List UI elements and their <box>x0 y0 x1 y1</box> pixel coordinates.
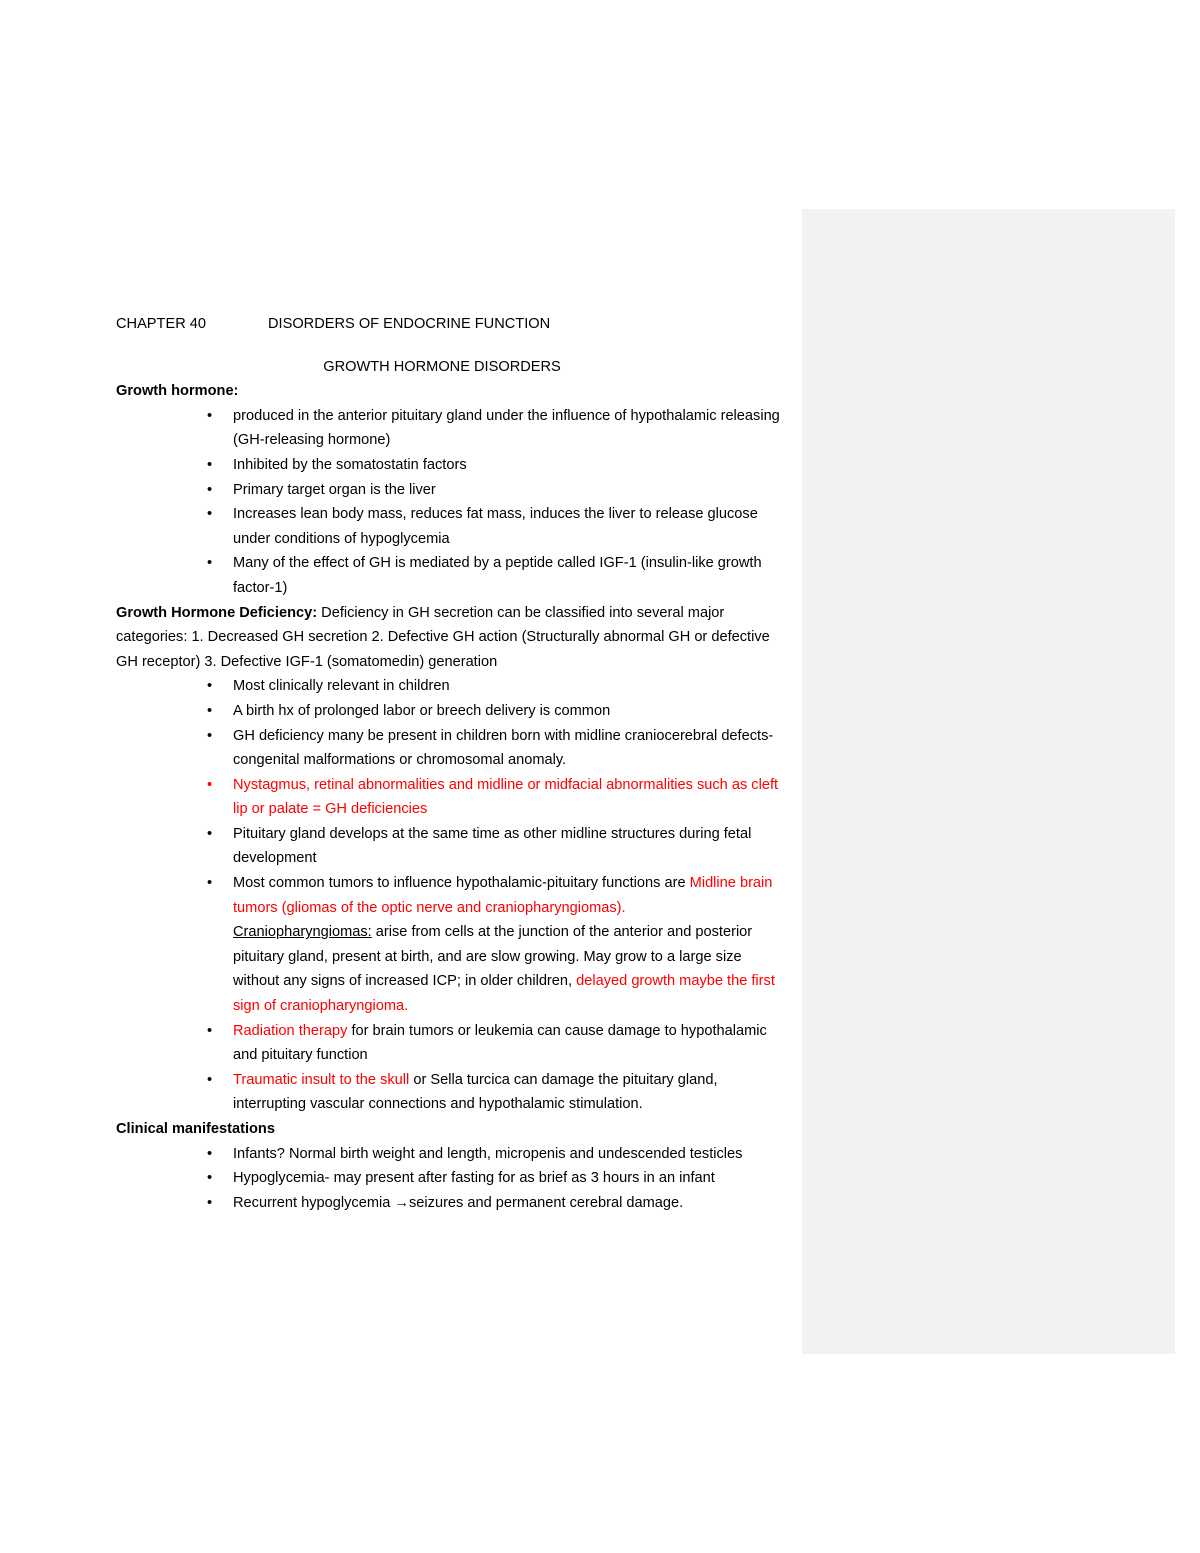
list-item: • Pituitary gland develops at the same time as other midline structures during fetal development <box>233 822 786 871</box>
document-body <box>116 312 786 1215</box>
emphasis-text: Traumatic insult to the skull <box>233 1071 410 1088</box>
chapter-number: CHAPTER 40 <box>116 316 207 332</box>
term-craniopharyngiomas: Craniopharyngiomas: <box>233 924 372 941</box>
text-run: Most common tumors to influence hypothalamic-pituitary functions are <box>233 875 690 892</box>
list-item: • Inhibited by the somatostatin factors <box>233 453 786 478</box>
emphasis-text: delayed growth maybe the first sign of craniopharyngioma. <box>233 973 775 1015</box>
chapter-title: DISORDERS OF ENDOCRINE FUNCTION <box>268 316 551 332</box>
list-item: • Many of the effect of GH is mediated by a peptide called IGF-1 (insulin-like growth factor-1) <box>233 551 786 600</box>
comment-pane <box>802 209 1175 1354</box>
list-item: • Infants? Normal birth weight and length, micropenis and undescended testicles <box>233 1142 786 1167</box>
text-run: for brain tumors or leukemia can cause damage to hypothalamic and pituitary function <box>233 1022 767 1064</box>
text-run: or Sella turcica can damage the pituitary gland, interrupting vascular connections and hypothalamic stimulation. <box>233 1071 718 1113</box>
list-item: • Recurrent hypoglycemia →seizures and permanent cerebral damage. <box>233 1191 786 1216</box>
growth-hormone-list <box>116 404 786 601</box>
section-title: GROWTH HORMONE DISORDERS <box>323 358 561 375</box>
list-item: • Increases lean body mass, reduces fat mass, induces the liver to release glucose under conditions of hypoglycemia <box>233 502 786 551</box>
list-item: • GH deficiency many be present in children born with midline craniocerebral defects-congenital malformations or chromosomal anomaly. <box>233 724 786 773</box>
text-run: arise from cells at the junction of the anterior and posterior pituitary gland, present at birth, and are slow growing. May grow to a large size without any signs of increased ICP; in older children, <box>233 924 753 990</box>
emphasis-text: Midline brain tumors (gliomas of the optic nerve and craniopharyngiomas). <box>233 875 773 916</box>
clinical-list <box>116 1142 786 1216</box>
deficiency-heading: Growth Hormone Deficiency: <box>116 604 318 621</box>
deficiency-paragraph <box>116 601 786 675</box>
list-item: • Hypoglycemia- may present after fasting for as brief as 3 hours in an infant <box>233 1166 786 1191</box>
list-item: • Most clinically relevant in children <box>233 674 786 699</box>
clinical-heading: Clinical manifestations <box>116 1121 275 1137</box>
growth-hormone-heading: Growth hormone: <box>116 383 239 400</box>
list-item: • produced in the anterior pituitary gland under the influence of hypothalamic releasing (GH-releasing hormone) <box>233 404 786 453</box>
deficiency-list <box>116 674 786 1117</box>
list-item <box>233 1019 786 1068</box>
list-item <box>233 1068 786 1117</box>
list-item: • Nystagmus, retinal abnormalities and midline or midfacial abnormalities such as cleft lip or palate = GH deficiencies <box>233 773 786 822</box>
list-item: • A birth hx of prolonged labor or breech delivery is common <box>233 699 786 724</box>
chapter-header <box>116 312 786 337</box>
deficiency-intro: Deficiency in GH secretion can be classified into several major categories: 1. Decreased GH secretion 2. Defective GH action (Structurally abnormal GH or defective GH receptor) 3. Defective IGF-1 (somatomedin) generation <box>116 604 770 670</box>
list-item: • Primary target organ is the liver <box>233 478 786 503</box>
list-item <box>233 871 786 1019</box>
emphasis-text: Radiation therapy <box>233 1022 348 1039</box>
